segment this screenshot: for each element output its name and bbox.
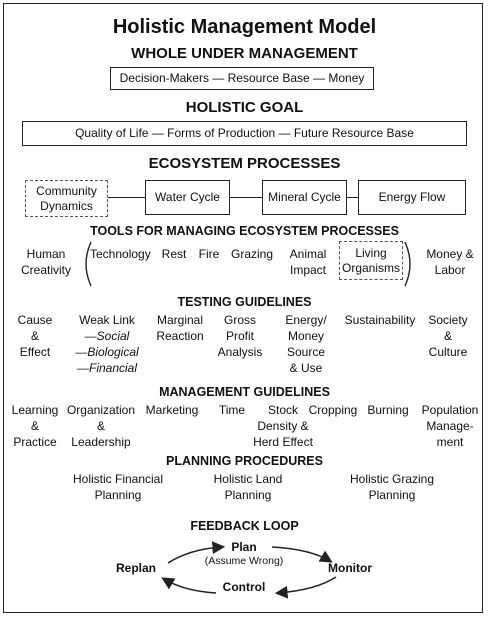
tools-living-organisms: Living Organisms: [339, 241, 403, 280]
feedback-control: Control: [222, 580, 266, 594]
whole-box: Decision-Makers — Resource Base — Money: [110, 67, 374, 90]
management-organization-leadership: Organization & Leadership: [66, 403, 136, 449]
goal-box: Quality of Life — Forms of Production — Future Resource Base: [22, 121, 467, 146]
management-cropping: Cropping: [308, 403, 358, 417]
planning-land: Holistic Land Planning: [213, 472, 283, 502]
tools-human-creativity: Human Creativity: [20, 247, 71, 277]
ecosystem-water-cycle: Water Cycle: [145, 180, 230, 215]
testing-cause-effect: Cause & Effect: [17, 313, 53, 359]
ecosystem-mineral-cycle: Mineral Cycle: [262, 180, 347, 215]
management-time: Time: [218, 403, 246, 417]
testing-marginal-reaction: Marginal Reaction: [156, 313, 204, 343]
ecosystem-community-dynamics: Community Dynamics: [25, 180, 108, 217]
planning-financial: Holistic Financial Planning: [72, 472, 164, 502]
testing-energy-money: Energy/ Money Source & Use: [285, 313, 327, 375]
management-learning-practice: Learning & Practice: [11, 403, 59, 449]
tools-fire: Fire: [198, 247, 220, 261]
goal-heading: HOLISTIC GOAL: [185, 99, 304, 116]
feedback-plan: Plan: [231, 540, 257, 554]
feedback-monitor: Monitor: [328, 561, 372, 575]
testing-heading: TESTING GUIDELINES: [177, 295, 312, 309]
testing-society-culture: Society & Culture: [428, 313, 468, 359]
management-population: Population Manage- ment: [421, 403, 479, 449]
testing-sustainability: Sustainability: [344, 313, 416, 327]
feedback-heading: FEEDBACK LOOP: [190, 519, 299, 533]
planning-grazing: Holistic Grazing Planning: [349, 472, 435, 502]
testing-weak-link: Weak Link —Social —Biological —Financial: [75, 313, 139, 375]
management-stock-density: Stock Density & Herd Effect: [253, 403, 313, 449]
ecosystem-heading: ECOSYSTEM PROCESSES: [148, 155, 341, 172]
tools-animal-impact: Animal Impact: [289, 247, 327, 277]
diagram-title: Holistic Management Model: [112, 16, 377, 38]
feedback-assume-wrong: (Assume Wrong): [204, 555, 284, 567]
tools-right-bracket: [403, 240, 417, 288]
tools-grazing: Grazing: [230, 247, 274, 261]
tools-technology: Technology: [90, 247, 151, 261]
feedback-replan: Replan: [115, 561, 156, 575]
planning-heading: PLANNING PROCEDURES: [166, 454, 323, 468]
testing-gross-profit: Gross Profit Analysis: [217, 313, 263, 359]
tools-money-labor: Money & Labor: [426, 247, 474, 277]
management-heading: MANAGEMENT GUIDELINES: [159, 385, 330, 399]
tools-heading: TOOLS FOR MANAGING ECOSYSTEM PROCESSES: [90, 224, 399, 238]
management-burning: Burning: [367, 403, 409, 417]
management-marketing: Marketing: [145, 403, 199, 417]
tools-rest: Rest: [161, 247, 187, 261]
ecosystem-energy-flow: Energy Flow: [358, 180, 466, 215]
whole-heading: WHOLE UNDER MANAGEMENT: [131, 45, 358, 62]
